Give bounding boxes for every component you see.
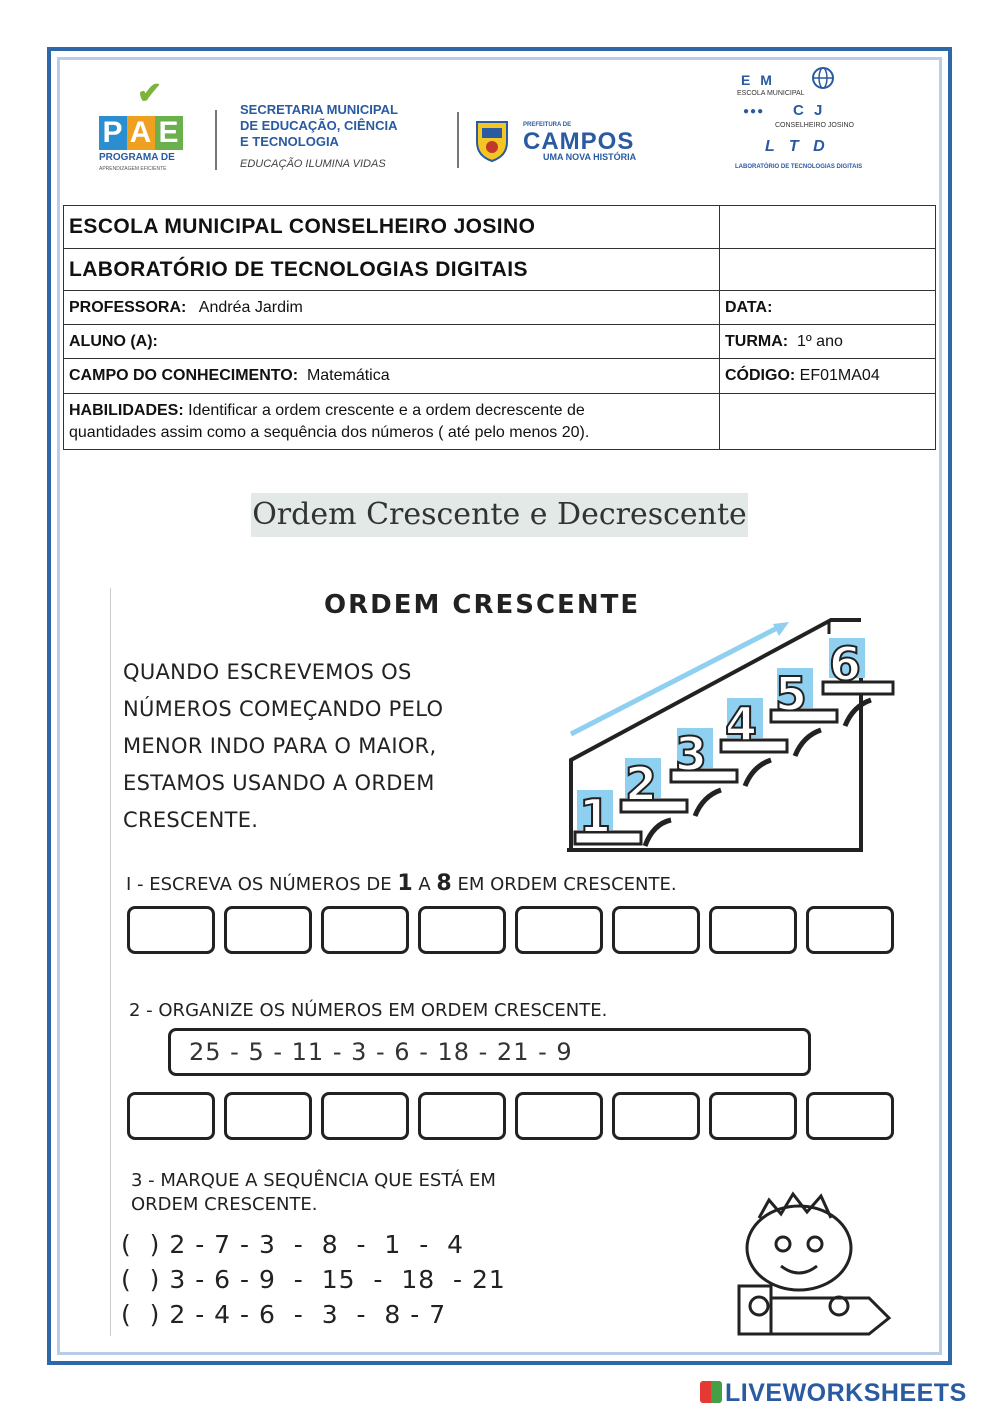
- worksheet: [110, 588, 896, 1336]
- page-title: Ordem Crescente e Decrescente: [251, 493, 748, 537]
- school-logo-ltd: L T D: [765, 138, 830, 155]
- class-value: 1º ano: [796, 332, 843, 350]
- skills-cell: [64, 394, 720, 450]
- intro-text: [123, 654, 443, 839]
- stair-number: 3: [675, 727, 708, 781]
- teacher-cell: [64, 291, 720, 325]
- divider: [215, 110, 217, 170]
- liveworksheets-text: LIVEWORKSHEETS: [725, 1379, 967, 1407]
- pae-letter-p: P: [99, 116, 127, 150]
- answer-row-2: [127, 1092, 894, 1140]
- option-1[interactable]: ( ) 2 - 7 - 3 - 8 - 1 - 4: [121, 1230, 465, 1259]
- dots-icon: ●●●: [743, 106, 765, 117]
- q3-line: ORDEM CRESCENTE.: [131, 1194, 318, 1215]
- q3-line: 3 - MARQUE A SEQUÊNCIA QUE ESTÁ EM: [131, 1170, 496, 1191]
- stair-number: 2: [625, 757, 658, 811]
- school-name: ESCOLA MUNICIPAL CONSELHEIRO JOSINO: [64, 206, 720, 249]
- teacher-label: PROFESSORA:: [69, 298, 187, 316]
- secretaria-logo: [240, 102, 398, 150]
- number-sequence: 25 - 5 - 11 - 3 - 6 - 18 - 21 - 9: [168, 1028, 811, 1076]
- globe-icon: [811, 66, 835, 90]
- q1-number-a: 1: [397, 871, 413, 896]
- date-cell[interactable]: [720, 291, 936, 325]
- question-3: [131, 1169, 496, 1217]
- divider: [457, 112, 459, 168]
- q1-prefix: I - ESCREVA OS NÚMEROS DE: [126, 874, 398, 895]
- table-row: [64, 249, 936, 291]
- table-row: [64, 394, 936, 450]
- field-cell: [64, 359, 720, 394]
- field-value: Matemática: [306, 367, 390, 384]
- skills-text-1: Identificar a ordem crescente e a ordem decrescente de: [188, 401, 585, 419]
- empty-cell: [720, 206, 936, 249]
- lab-name: LABORATÓRIO DE TECNOLOGIAS DIGITAIS: [64, 249, 720, 291]
- secretaria-line: DE EDUCAÇÃO, CIÊNCIA: [240, 118, 398, 133]
- table-row: [64, 206, 936, 249]
- school-logo-em-sub: ESCOLA MUNICIPAL: [737, 90, 805, 97]
- option-2[interactable]: ( ) 3 - 6 - 9 - 15 - 18 - 21: [121, 1265, 506, 1294]
- class-label: TURMA:: [725, 332, 789, 350]
- pae-logo: [95, 77, 205, 180]
- intro-line: QUANDO ESCREVEMOS OS: [123, 660, 412, 684]
- school-logo-cj-sub: CONSELHEIRO JOSINO: [775, 122, 854, 129]
- answer-box[interactable]: [127, 1092, 215, 1140]
- stair-number: 4: [725, 697, 758, 751]
- info-table: [63, 205, 936, 450]
- worksheet-heading: ORDEM CRESCENTE: [324, 590, 641, 620]
- teacher-value: Andréa Jardim: [198, 298, 303, 316]
- stair-number: 1: [579, 789, 612, 843]
- class-cell: [720, 325, 936, 359]
- answer-box[interactable]: [127, 906, 215, 954]
- question-1: [126, 871, 677, 896]
- answer-box[interactable]: [806, 1092, 894, 1140]
- secretaria-line: E TECNOLOGIA: [240, 134, 339, 149]
- code-cell: [720, 359, 936, 394]
- answer-box[interactable]: [612, 1092, 700, 1140]
- liveworksheets-brand: [700, 1379, 967, 1408]
- intro-line: ESTAMOS USANDO A ORDEM: [123, 771, 435, 795]
- skills-text-2: quantidades assim como a sequência dos números ( até pelo menos 20).: [69, 423, 590, 441]
- q1-suffix: EM ORDEM CRESCENTE.: [451, 874, 677, 895]
- empty-cell: [720, 249, 936, 291]
- answer-box[interactable]: [612, 906, 700, 954]
- pae-subtitle-2: APRENDIZAGEM EFICIENTE: [99, 166, 167, 172]
- campos-tagline: UMA NOVA HISTÓRIA: [543, 152, 637, 162]
- intro-line: CRESCENTE.: [123, 808, 259, 832]
- secretaria-line: SECRETARIA MUNICIPAL: [240, 102, 398, 117]
- answer-box[interactable]: [806, 906, 894, 954]
- answer-box[interactable]: [515, 906, 603, 954]
- answer-box[interactable]: [418, 1092, 506, 1140]
- staircase-illustration: [561, 604, 901, 852]
- code-label: CÓDIGO:: [725, 367, 796, 384]
- table-row: [64, 291, 936, 325]
- option-3[interactable]: ( ) 2 - 4 - 6 - 3 - 8 - 7: [121, 1300, 447, 1329]
- liveworksheets-logo-icon: [700, 1381, 722, 1403]
- answer-box[interactable]: [709, 906, 797, 954]
- campos-small: PREFEITURA DE: [523, 122, 572, 128]
- school-logo-cj: C J: [793, 102, 826, 119]
- pae-letter-e: E: [155, 116, 183, 150]
- table-row: [64, 359, 936, 394]
- field-label: CAMPO DO CONHECIMENTO:: [69, 367, 299, 384]
- school-logo: [735, 72, 865, 182]
- skills-label: HABILIDADES:: [69, 401, 184, 419]
- code-value: EF01MA04: [799, 367, 880, 384]
- stair-number: 6: [829, 637, 862, 691]
- stair-number: 5: [775, 667, 808, 721]
- answer-box[interactable]: [709, 1092, 797, 1140]
- question-2: 2 - ORGANIZE OS NÚMEROS EM ORDEM CRESCENTE.: [129, 1000, 608, 1021]
- table-row: [64, 325, 936, 359]
- answer-box[interactable]: [418, 906, 506, 954]
- header-logos: [95, 72, 865, 190]
- campos-name: CAMPOS: [523, 128, 635, 155]
- answer-row-1: [127, 906, 894, 954]
- pae-letter-a: A: [127, 116, 155, 150]
- dinosaur-illustration: [719, 1188, 899, 1338]
- pae-letters: [99, 116, 183, 150]
- answer-box[interactable]: [224, 1092, 312, 1140]
- student-label: ALUNO (A):: [69, 332, 158, 350]
- answer-box[interactable]: [224, 906, 312, 954]
- q1-mid: A: [412, 874, 437, 895]
- answer-box[interactable]: [515, 1092, 603, 1140]
- secretaria-tagline: EDUCAÇÃO ILUMINA VIDAS: [240, 158, 386, 170]
- school-logo-ltd-sub: LABORATÓRIO DE TECNOLOGIAS DIGITAIS: [735, 164, 863, 170]
- intro-line: MENOR INDO PARA O MAIOR,: [123, 734, 437, 758]
- check-icon: ✔: [137, 77, 163, 110]
- answer-box[interactable]: [321, 1092, 409, 1140]
- school-logo-em: E M: [741, 72, 775, 88]
- answer-box[interactable]: [321, 906, 409, 954]
- pae-subtitle: PROGRAMA DE: [99, 152, 175, 163]
- empty-cell: [720, 394, 936, 450]
- intro-line: NÚMEROS COMEÇANDO PELO: [123, 697, 444, 721]
- date-label: DATA:: [725, 298, 773, 316]
- q1-number-b: 8: [436, 871, 452, 896]
- student-cell[interactable]: [64, 325, 720, 359]
- campos-emblem-icon: [473, 116, 511, 162]
